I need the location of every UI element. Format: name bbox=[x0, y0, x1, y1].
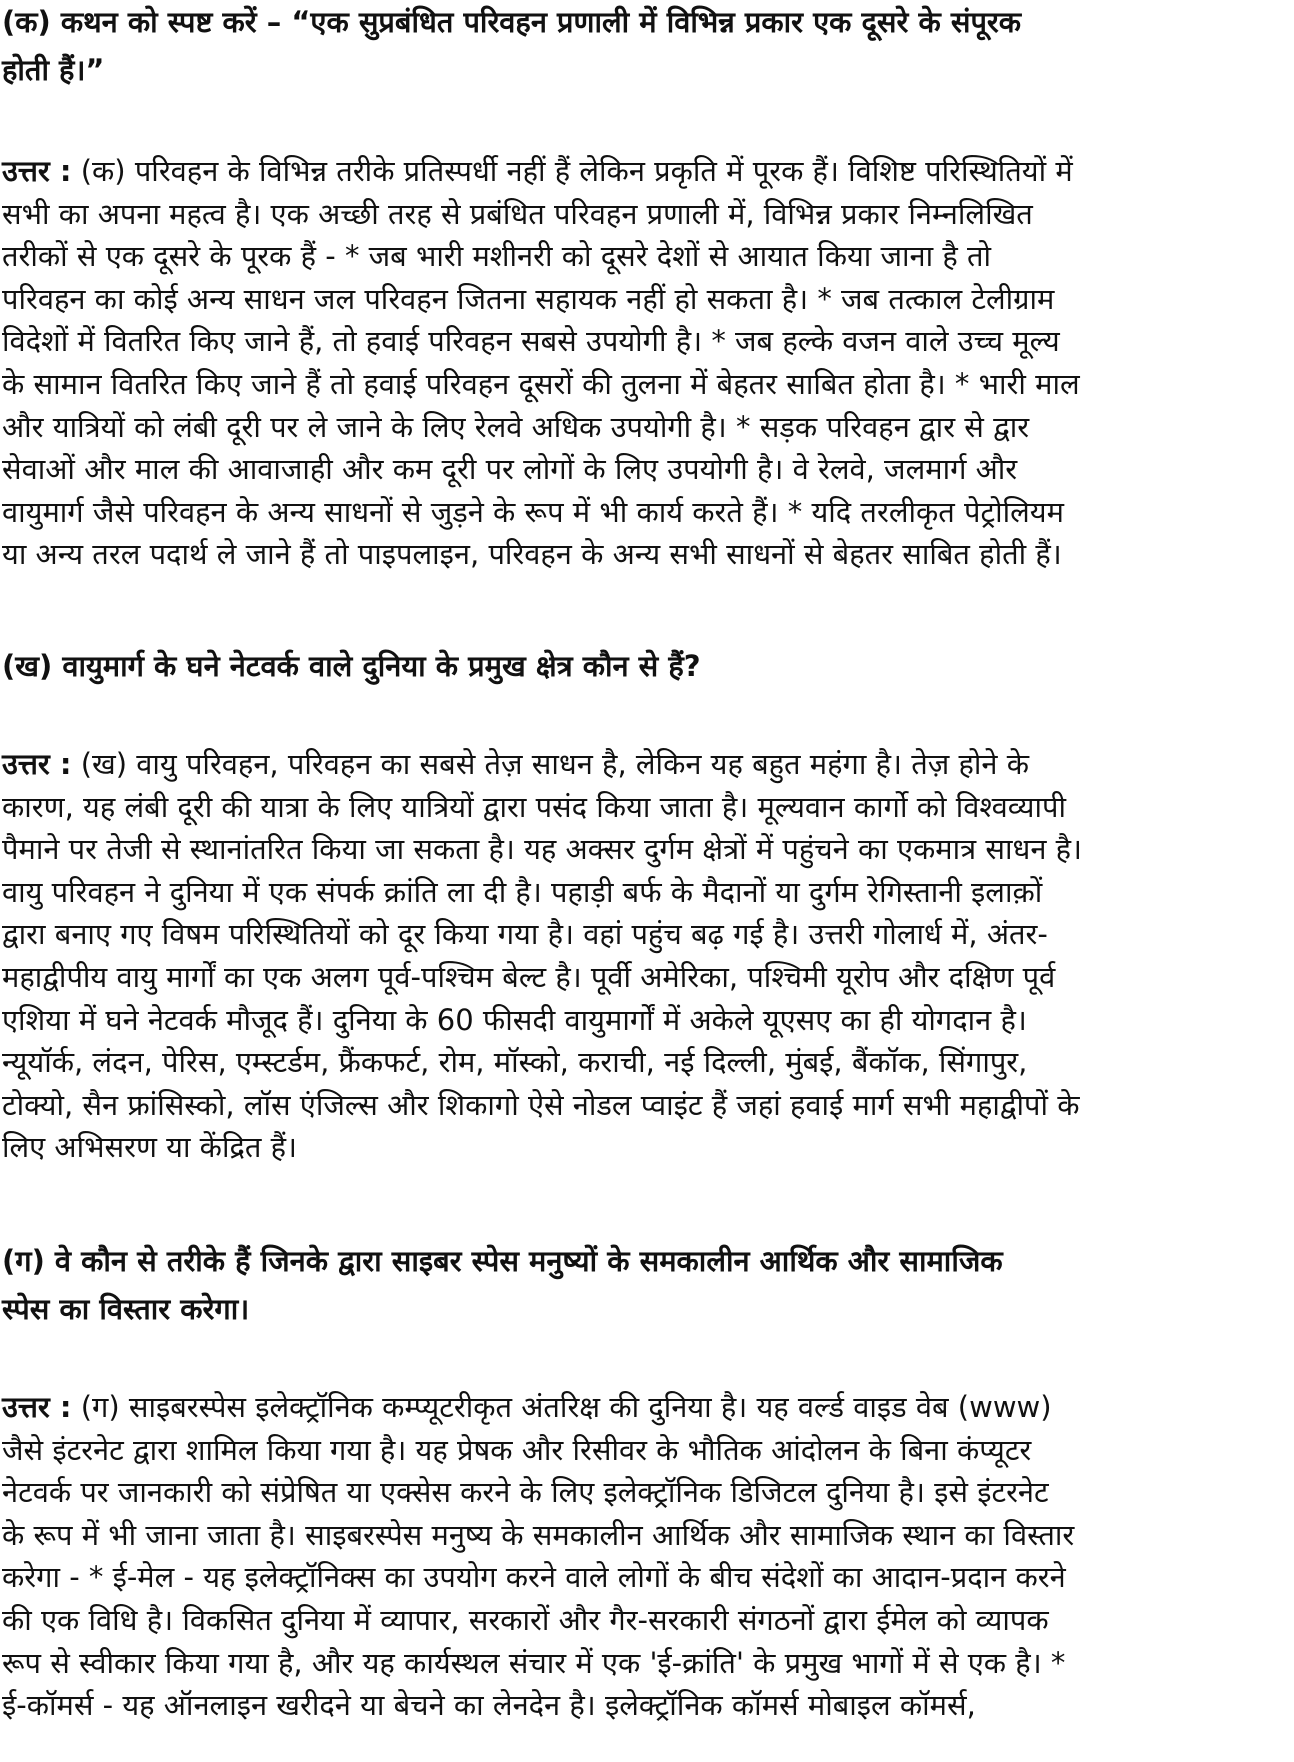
answer-line: वायु परिवहन ने दुनिया में एक संपर्क क्रांति ला दी है। पहाड़ी बर्फ के मैदानों या दुर्गम रेगिस्तानी इलाक़ों bbox=[2, 874, 1043, 909]
answer-line: न्यूयॉर्क, लंदन, पेरिस, एम्स्टर्डम, फ्रैंकफर्ट, रोम, मॉस्को, कराची, नई दिल्ली, मुंबई, बैंकॉक, सिंगापुर, bbox=[2, 1045, 1028, 1080]
answer-line: करेगा - * ई-मेल - यह इलेक्ट्रॉनिक्स का उपयोग करने वाले लोगों के बीच संदेशों का आदान-प्रदान करने bbox=[2, 1560, 1066, 1595]
answer-line: महाद्वीपीय वायु मार्गों का एक अलग पूर्व-पश्चिम बेल्ट है। पूर्वी अमेरिका, पश्चिमी यूरोप और दक्षिण पूर्व bbox=[2, 959, 1056, 994]
answer-label: उत्तर : bbox=[2, 747, 72, 781]
question-line: (क) कथन को स्पष्ट करें – “एक सुप्रबंधित परिवहन प्रणाली में विभिन्न प्रकार एक दूसरे के संपूरक bbox=[2, 5, 1022, 39]
answer-line: ई-कॉमर्स - यह ऑनलाइन खरीदने या बेचने का लेनदेन है। इलेक्ट्रॉनिक कॉमर्स मोबाइल कॉमर्स, bbox=[2, 1688, 976, 1723]
answer-line: पैमाने पर तेजी से स्थानांतरित किया जा सकता है। यह अक्सर दुर्गम क्षेत्रों में पहुंचने का एकमात्र साधन है। bbox=[2, 832, 1083, 867]
answer-line: या अन्य तरल पदार्थ ले जाने हैं तो पाइपलाइन, परिवहन के अन्य सभी साधनों से बेहतर साबित होती हैं। bbox=[2, 537, 1062, 572]
answer-label: उत्तर : bbox=[2, 1390, 72, 1424]
answer-line: और यात्रियों को लंबी दूरी पर ले जाने के लिए रेलवे अधिक उपयोगी है। * सड़क परिवहन द्वार से द्वार bbox=[2, 409, 1030, 444]
answer-ga bbox=[2, 1386, 1294, 1727]
answer-kha bbox=[2, 743, 1294, 1169]
answer-line: के सामान वितरित किए जाने हैं तो हवाई परिवहन दूसरों की तुलना में बेहतर साबित होता है। * भारी माल bbox=[2, 366, 1080, 401]
answer-line: सेवाओं और माल की आवाजाही और कम दूरी पर लोगों के लिए उपयोगी है। वे रेलवे, जलमार्ग और bbox=[2, 452, 1018, 487]
answer-ka bbox=[2, 150, 1294, 576]
answer-line: नेटवर्क पर जानकारी को संप्रेषित या एक्सेस करने के लिए इलेक्ट्रॉनिक डिजिटल दुनिया है। इसे इंटरनेट bbox=[2, 1475, 1049, 1510]
answer-text: (ग) साइबरस्पेस इलेक्ट्रॉनिक कम्प्यूटरीकृत अंतरिक्ष की दुनिया है। यह वर्ल्ड वाइड वेब (www) bbox=[71, 1390, 1052, 1424]
answer-line: विदेशों में वितरित किए जाने हैं, तो हवाई परिवहन सबसे उपयोगी है। * जब हल्के वजन वाले उच्च मूल्य bbox=[2, 324, 1060, 359]
question-kha bbox=[2, 642, 1294, 690]
answer-label: उत्तर : bbox=[2, 154, 72, 188]
answer-line: की एक विधि है। विकसित दुनिया में व्यापार, सरकारों और गैर-सरकारी संगठनों द्वारा ईमेल को व्यापक bbox=[2, 1602, 1049, 1637]
answer-line bbox=[2, 150, 1294, 193]
answer-text: (ख) वायु परिवहन, परिवहन का सबसे तेज़ साधन है, लेकिन यह बहुत महंगा है। तेज़ होने के bbox=[71, 747, 1029, 781]
answer-line: एशिया में घने नेटवर्क मौजूद हैं। दुनिया के 60 फीसदी वायुमार्गों में अकेले यूएसए का ही योगदान है। bbox=[2, 1002, 1027, 1037]
question-line: (ग) वे कौन से तरीके हैं जिनके द्वारा साइबर स्पेस मनुष्यों के समकालीन आर्थिक और सामाजिक bbox=[2, 1244, 1003, 1278]
answer-line: कारण, यह लंबी दूरी की यात्रा के लिए यात्रियों द्वारा पसंद किया जाता है। मूल्यवान कार्गो को विश्वव्यापी bbox=[2, 789, 1067, 824]
question-ka bbox=[2, 0, 1294, 94]
answer-line bbox=[2, 1386, 1294, 1429]
answer-line: के रूप में भी जाना जाता है। साइबरस्पेस मनुष्य के समकालीन आर्थिक और सामाजिक स्थान का विस्तार bbox=[2, 1517, 1075, 1552]
question-ga bbox=[2, 1237, 1294, 1333]
question-line: होती हैं।” bbox=[2, 53, 105, 87]
answer-line bbox=[2, 743, 1294, 786]
answer-line: द्वारा बनाए गए विषम परिस्थितियों को दूर किया गया है। वहां पहुंच बढ़ गई है। उत्तरी गोलार्ध में, अंतर- bbox=[2, 917, 1048, 952]
answer-line: रूप से स्वीकार किया गया है, और यह कार्यस्थल संचार में एक 'ई-क्रांति' के प्रमुख भागों में से एक है। * bbox=[2, 1645, 1066, 1680]
answer-line: तरीकों से एक दूसरे के पूरक हैं - * जब भारी मशीनरी को दूसरे देशों से आयात किया जाना है तो bbox=[2, 239, 992, 274]
answer-line: वायुमार्ग जैसे परिवहन के अन्य साधनों से जुड़ने के रूप में भी कार्य करते हैं। * यदि तरलीकृत पेट्रोलियम bbox=[2, 494, 1064, 529]
answer-text: (क) परिवहन के विभिन्न तरीके प्रतिस्पर्धी नहीं हैं लेकिन प्रकृति में पूरक हैं। विशिष्ट परिस्थितियों में bbox=[71, 154, 1073, 188]
answer-line: जैसे इंटरनेट द्वारा शामिल किया गया है। यह प्रेषक और रिसीवर के भौतिक आंदोलन के बिना कंप्यूटर bbox=[2, 1432, 1032, 1467]
question-line: (ख) वायुमार्ग के घने नेटवर्क वाले दुनिया के प्रमुख क्षेत्र कौन से हैं? bbox=[2, 649, 701, 683]
question-line: स्पेस का विस्तार करेगा। bbox=[2, 1292, 250, 1326]
answer-line: लिए अभिसरण या केंद्रित हैं। bbox=[2, 1130, 298, 1165]
answer-line: सभी का अपना महत्व है। एक अच्छी तरह से प्रबंधित परिवहन प्रणाली में, विभिन्न प्रकार निम्नलिखित bbox=[2, 196, 1033, 231]
answer-line: टोक्यो, सैन फ्रांसिस्को, लॉस एंजिल्स और शिकागो ऐसे नोडल प्वाइंट हैं जहां हवाई मार्ग सभी महाद्वीपों के bbox=[2, 1087, 1080, 1122]
answer-line: परिवहन का कोई अन्य साधन जल परिवहन जितना सहायक नहीं हो सकता है। * जब तत्काल टेलीग्राम bbox=[2, 281, 1055, 316]
